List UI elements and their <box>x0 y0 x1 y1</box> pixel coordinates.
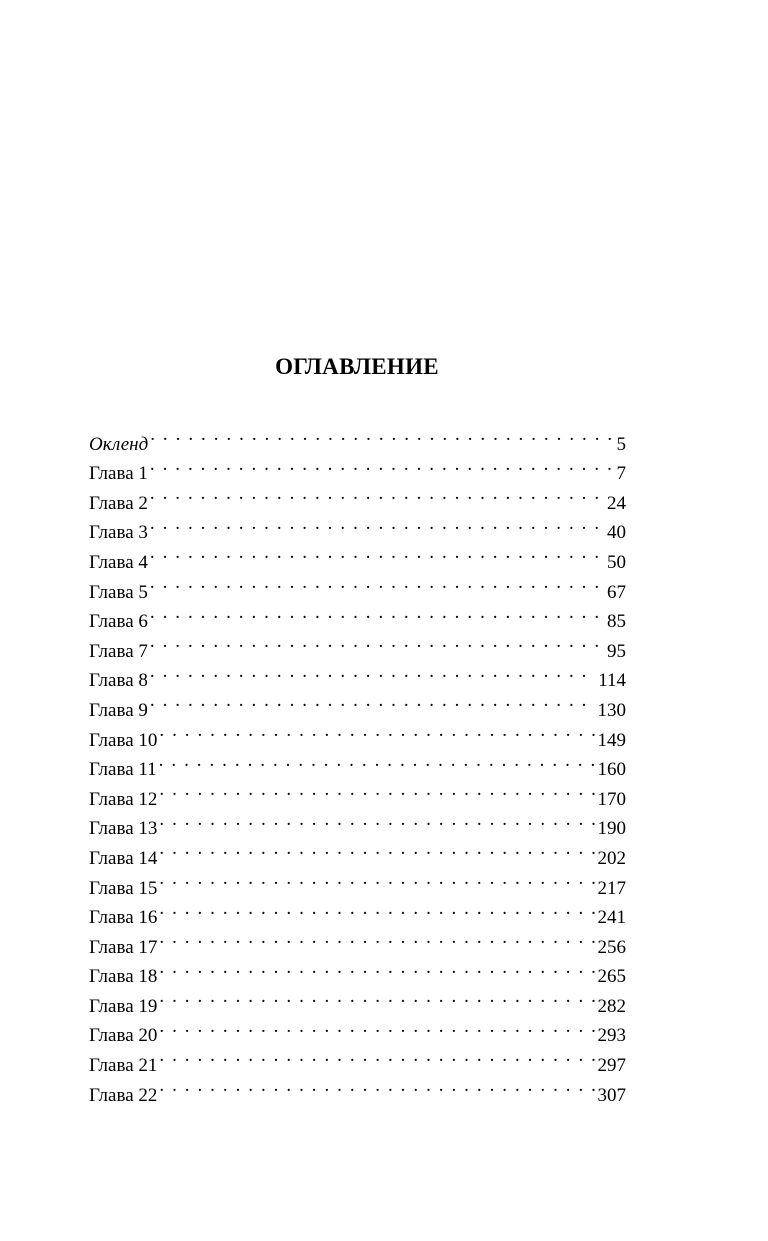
dot-leader <box>159 1071 594 1101</box>
toc-entry-page-number: 40 <box>607 522 626 544</box>
toc-entry <box>89 716 626 751</box>
toc-entry-label: Глава 9 <box>89 699 148 721</box>
dot-leader <box>159 805 594 835</box>
toc-entry-label: Глава 7 <box>89 640 148 662</box>
toc-entry-page-number: 114 <box>598 670 626 692</box>
toc-entry-page-number: 50 <box>607 551 626 573</box>
toc-entry-page-number: 217 <box>597 877 626 899</box>
toc-entry <box>89 923 626 958</box>
toc-entry <box>89 509 626 544</box>
toc-list <box>89 420 626 1106</box>
toc-entry-page-number: 7 <box>616 463 626 485</box>
dot-leader <box>159 834 594 864</box>
toc-entry-page-number: 265 <box>597 966 626 988</box>
toc-entry-page-number: 297 <box>597 1055 626 1077</box>
toc-entry <box>89 420 626 455</box>
toc-entry <box>89 834 626 869</box>
toc-entry <box>89 746 626 781</box>
dot-leader <box>150 420 613 450</box>
toc-entry <box>89 864 626 899</box>
toc-entry-page-number: 307 <box>597 1084 626 1106</box>
toc-entry <box>89 657 626 692</box>
dot-leader <box>159 1012 594 1042</box>
dot-leader <box>159 775 594 805</box>
toc-entry-label: Глава 15 <box>89 877 158 899</box>
toc-entry-label: Глава 14 <box>89 847 158 869</box>
dot-leader <box>150 686 595 716</box>
toc-entry-label: Глава 12 <box>89 788 158 810</box>
toc-entry-label: Глава 17 <box>89 936 158 958</box>
toc-entry-page-number: 202 <box>597 847 626 869</box>
toc-entry-label: Глава 8 <box>89 670 148 692</box>
toc-entry <box>89 598 626 633</box>
dot-leader <box>150 450 613 480</box>
dot-leader <box>150 538 604 568</box>
dot-leader <box>150 568 604 598</box>
toc-entry <box>89 953 626 988</box>
toc-entry-page-number: 24 <box>607 492 626 514</box>
toc-entry-page-number: 149 <box>597 729 626 751</box>
toc-entry <box>89 894 626 929</box>
toc-entry-label: Глава 16 <box>89 907 158 929</box>
dot-leader <box>159 923 594 953</box>
toc-entry <box>89 1071 626 1106</box>
dot-leader <box>150 509 604 539</box>
toc-entry <box>89 686 626 721</box>
toc-entry <box>89 568 626 603</box>
dot-leader <box>150 657 595 687</box>
dot-leader <box>159 982 594 1012</box>
toc-entry <box>89 1041 626 1077</box>
dot-leader <box>159 716 594 746</box>
toc-entry-label: Глава 4 <box>89 551 148 573</box>
dot-leader <box>159 746 595 776</box>
dot-leader <box>159 894 594 924</box>
toc-entry-label: Окленд <box>89 433 149 455</box>
toc-entry-label: Глава 10 <box>89 729 158 751</box>
dot-leader <box>150 479 604 509</box>
dot-leader <box>159 1041 594 1071</box>
toc-entry-label: Глава 18 <box>89 966 158 988</box>
toc-entry-label: Глава 6 <box>89 611 148 633</box>
toc-entry-page-number: 130 <box>597 699 626 721</box>
toc-entry-page-number: 170 <box>597 788 626 810</box>
dot-leader <box>150 627 604 657</box>
toc-entry-page-number: 85 <box>607 611 626 633</box>
toc-entry-label: Глава 2 <box>89 492 148 514</box>
toc-entry-label: Глава 21 <box>89 1055 158 1077</box>
toc-title: ОГЛАВЛЕНИЕ <box>275 354 439 379</box>
toc-entry <box>89 805 626 840</box>
toc-entry <box>89 1012 626 1047</box>
toc-entry-page-number: 160 <box>597 759 626 781</box>
toc-entry-label: Глава 13 <box>89 818 158 840</box>
toc-entry <box>89 538 626 573</box>
toc-entry <box>89 775 626 810</box>
toc-entry <box>89 479 626 514</box>
toc-entry-label: Глава 3 <box>89 522 148 544</box>
toc-entry-page-number: 95 <box>607 640 626 662</box>
dot-leader <box>150 598 604 628</box>
toc-entry-label: Глава 20 <box>89 1025 158 1047</box>
toc-entry-label: Глава 5 <box>89 581 148 603</box>
toc-entry-page-number: 67 <box>607 581 626 603</box>
toc-entry-page-number: 293 <box>597 1025 626 1047</box>
dot-leader <box>159 864 594 894</box>
toc-entry-page-number: 190 <box>597 818 626 840</box>
toc-entry <box>89 627 626 662</box>
toc-entry-page-number: 241 <box>597 907 626 929</box>
toc-entry-page-number: 256 <box>597 936 626 958</box>
toc-entry-label: Глава 11 <box>89 759 157 781</box>
dot-leader <box>159 953 594 983</box>
toc-entry-page-number: 5 <box>616 433 626 455</box>
toc-entry <box>89 982 626 1017</box>
toc-entry-label: Глава 1 <box>89 463 148 485</box>
toc-entry <box>89 450 626 485</box>
toc-entry-page-number: 282 <box>597 995 626 1017</box>
toc-entry-label: Глава 19 <box>89 995 158 1017</box>
toc-entry-label: Глава 22 <box>89 1084 158 1106</box>
